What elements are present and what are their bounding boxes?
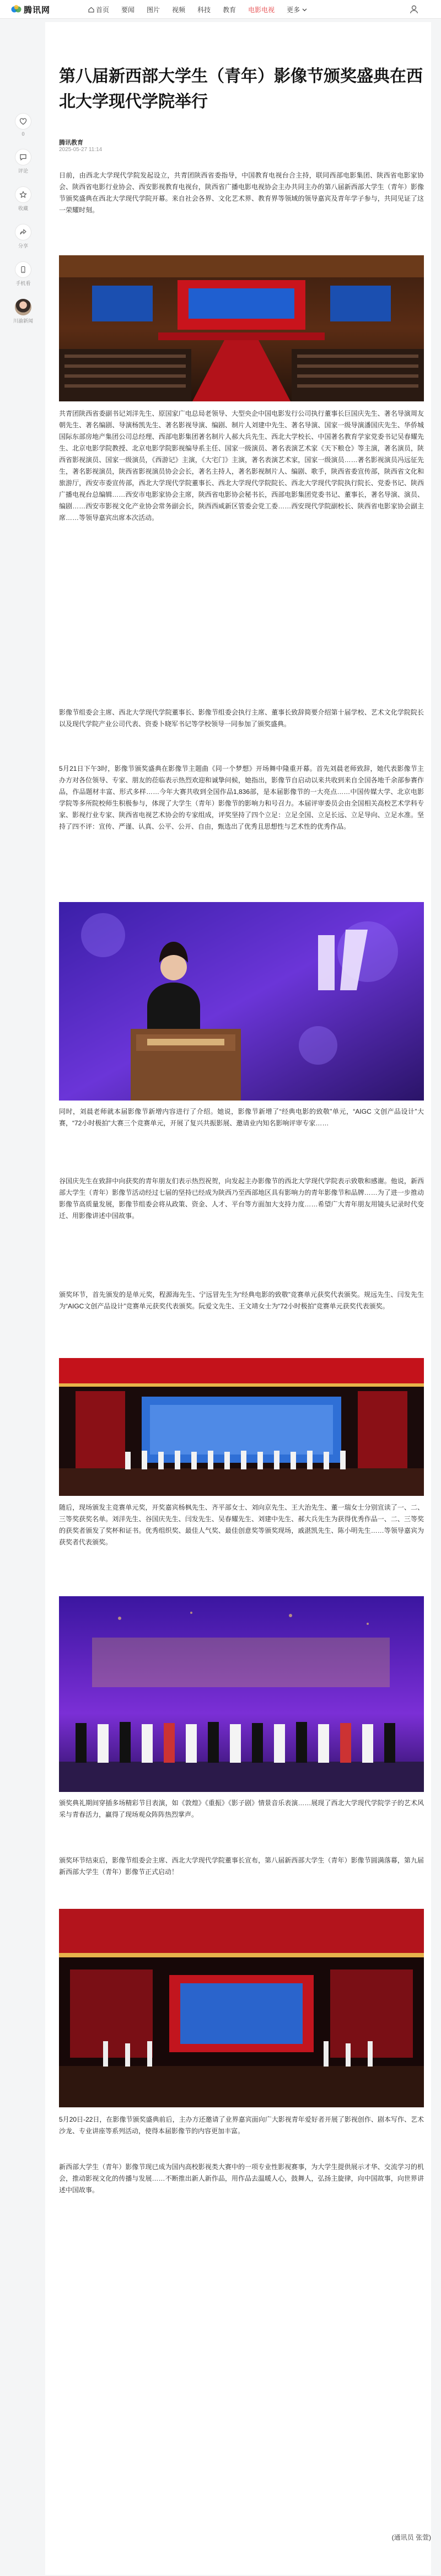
logo-text: 腾讯网 [24,5,51,15]
nav-item[interactable] [248,5,275,14]
article-paragraph: 影像节组委会主席、西北大学现代学院董事长、影像节组委会执行主席、董事长致辞简要介绍第十届学校、艺术文化学院院长以及现代学院产业公司代表、资委卜晓军书记等学校领导一同参加了颁奖盛典。 [59,709,424,728]
article-credit: (通讯员 张萱) [391,2534,431,2541]
like-button[interactable] [12,113,34,137]
nav-item[interactable] [147,5,160,14]
comment-label: 评论 [18,168,28,174]
article-paragraph: 同时，刘晨老师就本届影像节新增内容进行了介绍。她说，影像节新增了“经典电影的致敬”单元，“AIGC 文创产品设计”大赛，“72小时极拍”大赛三个竞赛单元，开展了复兴共振影展、邀请业内知名影响评审专家…… [59,1108,424,1127]
article-photo-award-ceremony [59,1596,424,1792]
heart-icon [15,113,31,130]
share-icon [15,224,31,240]
favorite-button[interactable] [12,186,34,212]
chevron-down-icon [302,7,308,13]
favorite-label: 收藏 [18,206,28,211]
article-source[interactable]: 腾讯教育 [59,139,83,146]
article-paragraph: 颁奖典礼期间穿插多场精彩节目表演，如《敦煌》《重振》《影子剧》情景音乐表演……展现了西北大学现代学院学子的艺术风采与青春活力，赢得了现场观众阵阵热烈掌声。 [59,1799,424,1818]
article-card [45,22,431,2575]
author-name: 川渝新闻 [13,318,33,324]
nav-item-label: 电影电视 [248,6,275,14]
nav-item-label: 要闻 [121,6,135,14]
user-icon[interactable] [409,4,419,14]
article-paragraph: 5月20日-22日，在影像节颁奖盛典前后，主办方还邀请了业界嘉宾面向广大影视青年爱好者开展了影视创作、剧本写作、艺术沙龙、专业讲座等系列活动，使得本届影像节的内容更加丰富。 [59,2116,424,2135]
comment-icon [15,149,31,165]
article-photo-auditorium [59,255,424,401]
nav-item-label: 视频 [172,6,186,14]
star-icon [15,186,31,203]
side-toolbar [12,113,34,336]
nav-item-label: 首页 [96,6,110,14]
like-count: 0 [21,131,25,137]
mobile-view-button[interactable] [12,261,34,287]
nav-item-label: 图片 [147,6,160,14]
article-photo-speaker [59,902,424,1101]
nav-item-label: 更多 [287,6,300,14]
article-paragraph: 谷国庆先生在致辞中向获奖的青年朋友们表示热烈祝贺，向发起主办影像节的西北大学现代学院表示致敬和感谢。他说，新西部大学生（青年）影像节活动经过七届的坚持已经成为陕西乃至西部地区具有影响力的青年影像节和品牌……为了进一步推动影像节高质量发展，影像节组委会将从政策、资金、人才、平台等方面加大支持力度……希望广大青年朋友用镜头记录时代变迁、用影像讲述中国故事。 [59,1177,424,1220]
nav-item-label: 科技 [197,6,211,14]
article-paragraph: 随后，现场颁发主竞赛单元奖，开奖嘉宾杨枫先生、齐平部女士、刘向京先生、王大治先生、董一瑞女士分别宣读了一、二、三等奖获奖名单。刘洋先生、谷国庆先生、闫发先生、吴春耀先生、刘建中先生、郝大兵先生为获得优秀作品一、二、三等奖的获奖者颁发了奖杯和证书。优秀组织奖、最佳人气奖、最佳创意奖等颁奖现场，戚湛凯先生、陈小明先生……等领导嘉宾为获奖者代表颁奖。 [59,1504,424,1546]
nav-item[interactable] [223,5,236,14]
phone-icon [15,261,31,278]
nav-item[interactable] [287,5,308,14]
top-nav [0,0,441,19]
article-paragraph: 共青团陕西省委副书记刘洋先生、原国家广电总局老领导、大型央企中国电影发行公司执行董事长巨国庆先生、著名导演周友朝先生、著名编剧、导演杨凯先生、著名影视导演、编剧、制片人刘建中先生、著名导演、国家一级导演潘国庆先生、华侨城国际东部房地产集团公司总经理、西部电影集团著名制片人郝大兵先生、西北大学校长、中国著名教育学家党委书记吴春耀先生、北京电影学院教授、北京电影学院影视编导系主任、国家一级演员、著名表演艺术家《天下粮仓》等主演，著名演员，陕西省影视演员、国家一级演员，《西游记》主演，《大宅门》主演，著名表演艺术家，国家一级演员……著名影视演员冯远征先生，著名影视演员，陕西省影视演员协会会长，著名主持人，著名影视制片人、编剧、歌手，陕西省委宣传部，陕西省文化和旅游厅，西安市委宣传部，西北大学现代学院董事长、西北大学现代学院院长、西北大学现代学院执行院长、党委书记、陕西广播电视台总编辑……西安市电影家协会主席，陕西省电影协会秘书长，西部电影集团党委书记、董事长，著名导演、演员、编剧……西安市影视文化产业协会常务副会长，陕西西咸新区管委会党工委……西安现代学院副校长、陕西省电影家协会副主席……等领导嘉宾出席本次活动。 [59,410,424,522]
author-avatar [15,299,31,315]
share-button[interactable] [12,224,34,249]
article-paragraph: 日前，由西北大学现代学院发起设立，共青团陕西省委指导，中国教育电视台合主持，联同西部电影集团、陕西省电影家协会、陕西省电影行业协会、西安影视教育电视台，陕西省广播电影电视协会主办共同主办的第八届新西部大学生（青年）影像节颁奖盛典在西北大学现代学院开幕。来自社会各界、文化艺术界、教育界等领域的领导嘉宾及青年学子参与，共同见证了这一荣耀时刻。 [59,171,424,214]
article-photo-stage-group [59,1358,424,1496]
nav-item[interactable] [172,5,185,14]
article-paragraph: 5月21日下午3时，影像节颁奖盛典在影像节主题曲《同一个梦想》开场舞中隆重开幕。首先刘晨老师致辞，她代表影像节主办方对各位领导、专家、朋友的莅临表示热烈欢迎和诚挚问候，她指出，影像节自启动以来共收到来自全国各地千余部参赛作品，作品题材丰富、形式多样……今年大赛共收到全国作品1,836部，是本届影像节的一大亮点……中国传媒大学、北京电影学院等多所院校师生积极参与，体现了大学生（青年）影像节的影响力和号召力。本届评审委员会由全国相关高校艺术学科专家、影视行业专家、陕西省电视艺术协会的专家组成，评奖坚持了四个立足：立足全国、立足长远、立足导向、立足水准。坚持了四不评：宣传、严谨、认真、公平、公开、自由，甄选出了优秀且思想性与艺术性的优秀作品。 [59,765,424,830]
article-paragraph: 新西部大学生（青年）影像节现已成为国内高校影视类大赛中的一项专业性影视赛事，为大学生提供展示才华、交流学习的机会，推动影视文化的传播与发展……不断推出新人新作品，用作品去温暖人心，鼓舞人，弘扬主旋律，向中国故事，向世界讲述中国故事。 [59,2163,424,2194]
nav-item[interactable] [121,5,135,14]
share-label: 分享 [18,243,28,249]
article-time: 2025-05-27 11:14 [59,147,103,153]
nav-item-label: 教育 [223,6,236,14]
logo-mark-icon [11,4,22,14]
home-icon [88,7,94,13]
article-title: 第八届新西部大学生（青年）影像节颁奖盛典在西北大学现代学院举行 [59,67,423,111]
article-paragraph: 颁奖环节，首先颁发的是单元奖，程源海先生、宁远冒先生为“经典电影的致敬”竞赛单元获奖代表颁奖。规远先生、闫发先生为“AIGC文创产品设计”竞赛单元获奖代表颁奖。阮爱文先生、王文靖女士为“72小时极拍”竞赛单元获奖代表颁奖。 [59,1291,424,1310]
nav-item[interactable] [88,5,109,14]
comment-button[interactable] [12,149,34,174]
nav-menu [88,0,308,19]
author-profile[interactable] [12,299,34,324]
site-logo[interactable] [11,4,50,15]
nav-item[interactable] [197,5,211,14]
article-photo-stage-wide [59,1909,424,2107]
article-paragraph: 颁奖环节结束后，影像节组委会主席、西北大学现代学院董事长宣布，第八届新西部大学生（青年）影像节圆满落幕，第九届新西部大学生（青年）影像节正式启动！ [59,1856,424,1876]
mobile-view-label: 手机看 [15,281,31,286]
